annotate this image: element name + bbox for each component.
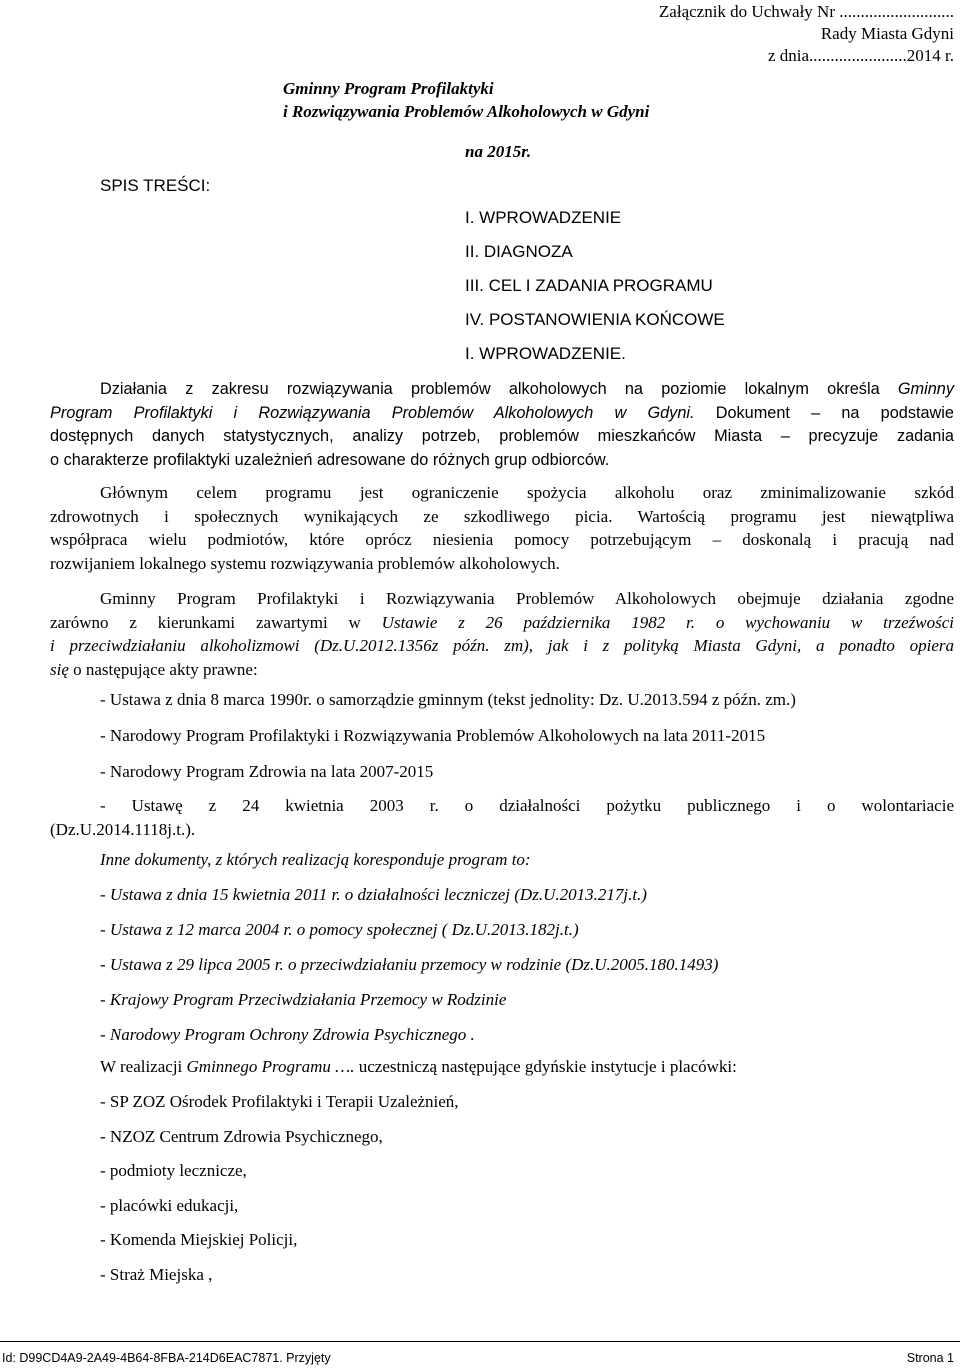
institution-item: - SP ZOZ Ośrodek Profilaktyki i Terapii Uzależnień,	[100, 1092, 459, 1111]
institution-item: - Straż Miejska ,	[100, 1264, 213, 1284]
realization-sentence	[100, 1057, 737, 1077]
attachment-line-3: z dnia.......................2014 r.	[767, 46, 954, 65]
legal-act-item: - Narodowy Program Profilaktyki i Rozwiązywania Problemów Alkoholowych na lata 2011-2015	[100, 726, 766, 745]
text-italic: się	[50, 659, 69, 679]
toc-item-4: IV. POSTANOWIENIA KOŃCOWE	[465, 310, 725, 329]
text: Działania z zakresu rozwiązywania problemów alkoholowych na poziomie lokalnym określa	[100, 380, 880, 398]
text-italic: Gminnego Programu ….	[186, 1057, 355, 1076]
text: Dokument – na podstawie	[715, 403, 954, 422]
paragraph-goal-line-3: współpraca wielu podmiotów, które oprócz niesienia pomocy potrzebującym – doskonalą i pracują nad	[50, 530, 954, 550]
text: o następujące akty prawne:	[73, 659, 258, 679]
institution-item: - podmioty lecznicze,	[100, 1161, 247, 1180]
paragraph-goal-line-1: Głównym celem programu jest ograniczenie spożycia alkoholu oraz zminimalizowanie szkód	[100, 483, 954, 502]
toc-item-1: I. WPROWADZENIE	[465, 208, 622, 227]
paragraph-intro-line-3: dostępnych danych statystycznych, analizy potrzeb, problemów mieszkańców Miasta – precyzuje zadania	[50, 427, 954, 446]
toc-list	[465, 208, 725, 344]
legal-act-item: - Ustawa z dnia 8 marca 1990r. o samorządzie gminnym (tekst jednolity: Dz. U.2013.594 z późn. zm.)	[100, 690, 796, 709]
paragraph-intro-line-2	[50, 402, 954, 426]
attachment-line-2: Rady Miasta Gdyni	[820, 24, 954, 43]
title-line-1: Gminny Program Profilaktyki	[283, 79, 494, 98]
paragraph-scope-line-1: Gminny Program Profilaktyki i Rozwiązywania Problemów Alkoholowych obejmuje działania zgodne	[100, 589, 954, 608]
text: uczestniczą następujące gdyńskie instytucje i placówki:	[358, 1057, 737, 1076]
toc-item-3: III. CEL I ZADANIA PROGRAMU	[465, 276, 713, 295]
institutions-list	[100, 1092, 459, 1299]
text: W realizacji	[100, 1057, 183, 1076]
page-number: Strona 1	[906, 1351, 954, 1365]
other-document-item: - Ustawa z 12 marca 2004 r. o pomocy społecznej ( Dz.U.2013.182j.t.)	[100, 920, 579, 939]
footer-divider	[0, 1341, 960, 1342]
legal-acts-list	[100, 690, 796, 798]
other-document-item: - Ustawa z dnia 15 kwietnia 2011 r. o działalności leczniczej (Dz.U.2013.217j.t.)	[100, 885, 647, 904]
paragraph-goal	[50, 481, 954, 575]
paragraph-scope-line-4	[50, 658, 954, 682]
other-documents-list	[100, 885, 718, 1060]
document-id: Id: D99CD4A9-2A49-4B64-8FBA-214D6EAC7871. Przyjęty	[2, 1351, 331, 1365]
toc-label: SPIS TREŚCI:	[100, 176, 211, 195]
title-line-2: i Rozwiązywania Problemów Alkoholowych w Gdyni	[283, 102, 650, 121]
other-document-item: - Narodowy Program Ochrony Zdrowia Psychicznego .	[100, 1025, 475, 1044]
paragraph-intro-line-4: o charakterze profilaktyki uzależnień adresowane do różnych grup odbiorców.	[50, 450, 610, 469]
paragraph-intro	[50, 378, 954, 472]
legal-act-item-4-line-2: (Dz.U.2014.1118j.t.).	[50, 819, 196, 839]
other-document-item: - Krajowy Program Przeciwdziałania Przemocy w Rodzinie	[100, 990, 507, 1009]
text-italic: Gminny	[897, 380, 954, 398]
title-line-3: na 2015r.	[465, 142, 532, 161]
legal-act-item-4-line-1: - Ustawę z 24 kwietnia 2003 r. o działalności pożytku publicznego i o wolontariacie	[100, 796, 954, 815]
attachment-header	[659, 2, 954, 66]
text: zarówno z kierunkami zawartymi w	[50, 612, 361, 632]
legal-act-item: - Narodowy Program Zdrowia na lata 2007-2015	[100, 762, 434, 781]
paragraph-scope-line-3: i przeciwdziałaniu alkoholizmowi (Dz.U.2012.1356z późn. zm), jak i z polityką Miasta Gdyni, a ponadto opiera	[50, 636, 954, 656]
institution-item: - Komenda Miejskiej Policji,	[100, 1230, 298, 1249]
paragraph-intro-line-1	[50, 378, 954, 402]
section-heading: I. WPROWADZENIE.	[465, 344, 626, 363]
other-documents-label: Inne dokumenty, z których realizacją koresponduje program to:	[100, 850, 531, 869]
paragraph-scope-line-2	[50, 611, 954, 635]
other-document-item: - Ustawa z 29 lipca 2005 r. o przeciwdziałaniu przemocy w rodzinie (Dz.U.2005.180.1493)	[100, 955, 719, 974]
attachment-line-1: Załącznik do Uchwały Nr ...........................	[658, 2, 954, 21]
paragraph-goal-line-4: rozwijaniem lokalnego systemu rozwiązywania problemów alkoholowych.	[50, 553, 560, 573]
legal-act-item-4	[50, 794, 954, 841]
paragraph-scope	[50, 587, 954, 681]
institution-item: - NZOZ Centrum Zdrowia Psychicznego,	[100, 1126, 383, 1146]
text-italic: Ustawie z 26 października 1982 r. o wychowaniu w trzeźwości	[381, 612, 954, 632]
toc-item-2: II. DIAGNOZA	[465, 242, 573, 261]
paragraph-goal-line-2: zdrowotnych i społecznych wynikających ze szkodliwego picia. Wartością programu jest niewątpliwa	[50, 506, 954, 526]
text-italic: Program Profilaktyki i Rozwiązywania Problemów Alkoholowych w Gdyni.	[50, 403, 695, 422]
institution-item: - placówki edukacji,	[100, 1195, 239, 1215]
